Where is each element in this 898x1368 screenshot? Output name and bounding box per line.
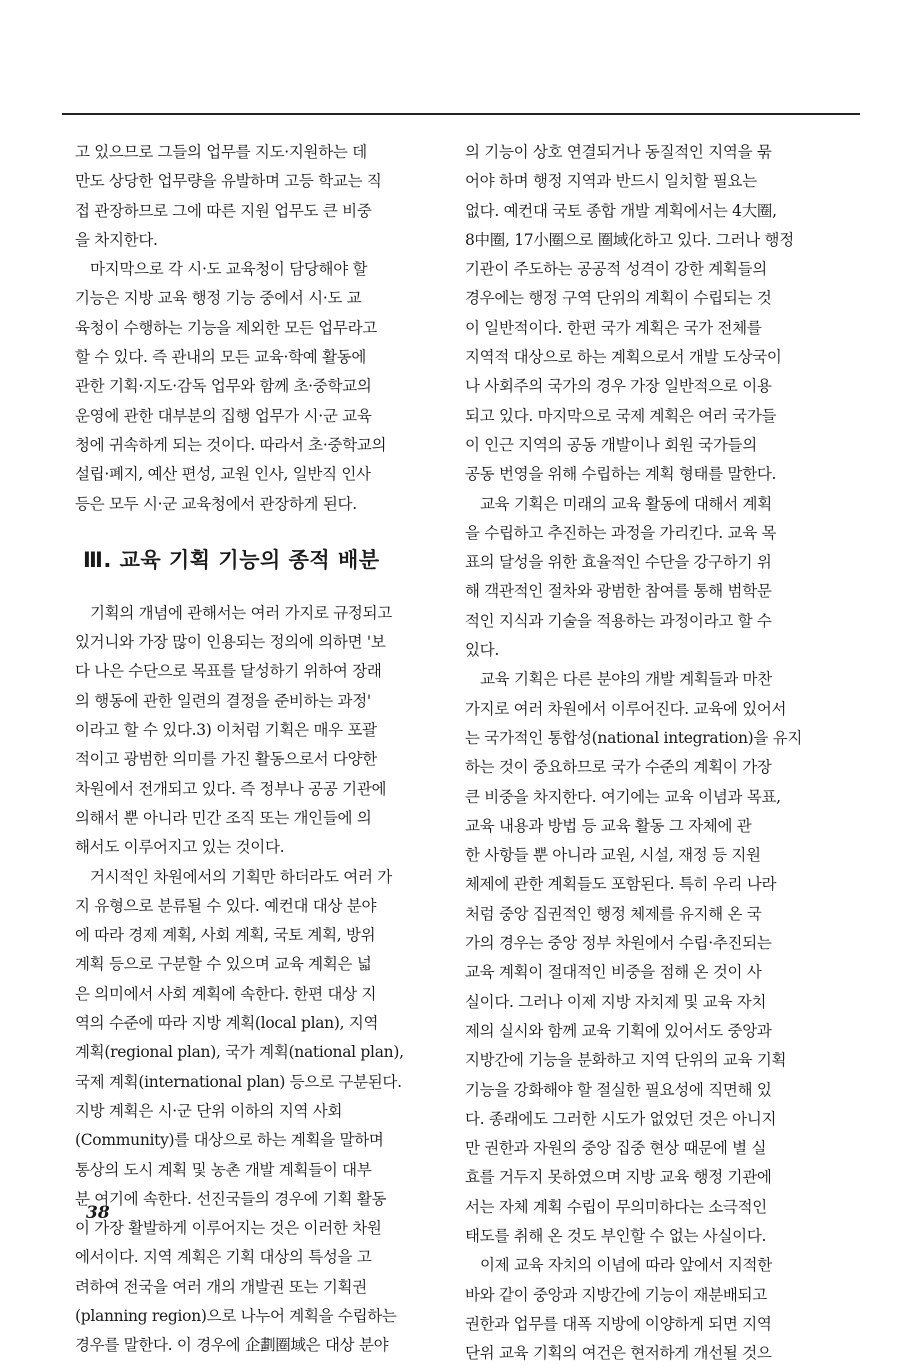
text-line: 교육 내용과 방법 등 교육 활동 그 자체에 관 <box>465 816 752 835</box>
text-line: 하는 것이 중요하므로 국가 수준의 계획이 가장 <box>465 758 772 777</box>
text-line: 운영에 관한 대부분의 집행 업무가 시·군 교육 <box>75 406 372 425</box>
text-line: 적인 지식과 기술을 적용하는 과정이라고 할 수 <box>465 611 772 630</box>
paragraph <box>75 599 423 863</box>
paragraph <box>465 490 813 666</box>
text-line: 고 있으므로 그들의 업무를 지도·지원하는 데 <box>75 143 367 161</box>
text-line: 관한 기획·지도·감독 업무와 함께 초·중학교의 <box>75 377 372 396</box>
text-line: 을 차지한다. <box>75 230 158 249</box>
text-line: 교육 기획은 다른 분야의 개발 계획들과 마찬 <box>480 670 772 689</box>
text-line: 등은 모두 시·군 교육청에서 관장하게 된다. <box>75 494 357 513</box>
text-line: 가의 경우는 중앙 정부 차원에서 수립·추진되는 <box>465 934 772 953</box>
text-line: 는 국가적인 통합성(national integration)을 유지 <box>465 728 803 747</box>
text-line: 제의 실시와 함께 교육 기획에 있어서도 중앙과 <box>465 1021 772 1040</box>
text-line: 한 사항들 뿐 아니라 교원, 시설, 재정 등 지원 <box>465 846 761 865</box>
text-line: 마지막으로 각 시·도 교육청이 담당해야 할 <box>90 260 368 279</box>
text-line: 어야 하며 행정 지역과 반드시 일치할 필요는 <box>465 172 757 191</box>
text-line: 기관이 주도하는 공공적 성격이 강한 계획들의 <box>465 260 767 279</box>
text-line: 은 의미에서 사회 계획에 속한다. 한편 대상 지 <box>75 984 377 1003</box>
text-line: 체제에 관한 계획들도 포함된다. 특히 우리 나라 <box>465 875 777 894</box>
text-line: 경우를 말한다. 이 경우에 企劃圈域은 대상 분야 <box>75 1336 389 1355</box>
text-line: 지방간에 기능을 분화하고 지역 단위의 교육 기획 <box>465 1051 787 1070</box>
text-line: 8中圈, 17小圈으로 圈域化하고 있다. 그러나 행정 <box>465 230 794 249</box>
text-line: 의 기능이 상호 연결되거나 동질적인 지역을 묶 <box>465 143 772 161</box>
text-line: 가지로 여러 차원에서 이루어진다. 교육에 있어서 <box>465 699 787 718</box>
text-line: 청에 귀속하게 되는 것이다. 따라서 초·중학교의 <box>75 435 387 454</box>
paragraph <box>465 1251 813 1368</box>
text-line: 국제 계획(international plan) 등으로 구분된다. <box>75 1072 402 1091</box>
text-line: 계획 등으로 구분할 수 있으며 교육 계획은 넓 <box>75 955 372 974</box>
text-line: 에 따라 경제 계획, 사회 계획, 국토 계획, 방위 <box>75 926 376 945</box>
text-line: 나 사회주의 국가의 경우 가장 일반적으로 이용 <box>465 377 772 396</box>
text-line: 권한과 업무를 대폭 지방에 이양하게 되면 지역 <box>465 1314 772 1333</box>
text-line: 다 나은 수단으로 목표를 달성하기 위하여 장래 <box>75 662 382 681</box>
section-heading: Ⅲ. 교육 기획 기능의 종적 배분 <box>83 547 380 572</box>
text-line: 공동 번영을 위해 수립하는 계획 형태를 말한다. <box>465 465 777 484</box>
right-column <box>465 138 813 1368</box>
text-line: 접 관장하므로 그에 따른 지원 업무도 큰 비중 <box>75 201 372 220</box>
text-line: 이라고 할 수 있다.3) 이처럼 기획은 매우 포괄 <box>75 721 377 740</box>
text-line: 에서이다. 지역 계획은 기획 대상의 특성을 고 <box>75 1248 372 1267</box>
text-line: 기능을 강화해야 할 절실한 필요성에 직면해 있 <box>465 1080 772 1099</box>
paragraph <box>75 255 423 519</box>
text-line: 을 수립하고 추진하는 과정을 가리킨다. 교육 목 <box>465 523 777 542</box>
text-line: 단위 교육 기획의 여건은 현저하게 개선될 것으 <box>465 1344 772 1363</box>
paragraph <box>75 138 423 255</box>
text-line: 기획의 개념에 관해서는 여러 가지로 규정되고 <box>90 603 392 622</box>
header-rule <box>62 113 860 115</box>
text-line: 되고 있다. 마지막으로 국제 계획은 여러 국가들 <box>465 406 777 425</box>
text-line: 의해서 뿐 아니라 민간 조직 또는 개인들에 의 <box>75 808 372 827</box>
text-line: 이 인근 지역의 공동 개발이나 회원 국가들의 <box>465 435 757 454</box>
text-line: 차원에서 전개되고 있다. 즉 정부나 공공 기관에 <box>75 779 387 798</box>
text-line: 거시적인 차원에서의 기획만 하더라도 여러 가 <box>90 867 392 886</box>
text-line: 설립·폐지, 예산 편성, 교원 인사, 일반직 인사 <box>75 465 371 484</box>
text-line: 이 가장 활발하게 이루어지는 것은 이러한 차원 <box>75 1219 382 1238</box>
text-line: (Community)를 대상으로 하는 계획을 말하며 <box>75 1131 384 1150</box>
paragraph <box>465 665 813 1251</box>
text-line: 할 수 있다. 즉 관내의 모든 교육·학예 활동에 <box>75 348 367 367</box>
text-line: 이 일반적이다. 한편 국가 계획은 국가 전체를 <box>465 318 762 337</box>
text-line: 처럼 중앙 집권적인 행정 체제를 유지해 온 국 <box>465 904 762 923</box>
text-line: 분 여기에 속한다. 선진국들의 경우에 기획 활동 <box>75 1189 387 1208</box>
text-line: 육청이 수행하는 기능을 제외한 모든 업무라고 <box>75 318 377 337</box>
text-line: 만 권한과 자원의 중앙 집중 현상 때문에 별 실 <box>465 1139 767 1158</box>
text-line: 지 유형으로 분류될 수 있다. 예컨대 대상 분야 <box>75 896 377 915</box>
text-line: 태도를 취해 온 것도 부인할 수 없는 사실이다. <box>465 1226 767 1245</box>
text-line: 있거니와 가장 많이 인용되는 정의에 의하면 '보 <box>75 633 386 652</box>
text-line: 만도 상당한 업무량을 유발하며 고등 학교는 직 <box>75 172 382 191</box>
text-line: (planning region)으로 나누어 계획을 수립하는 <box>75 1306 397 1325</box>
text-line: 이제 교육 자치의 이념에 따라 앞에서 지적한 <box>480 1256 772 1275</box>
text-line: 통상의 도시 계획 및 농촌 개발 계획들이 대부 <box>75 1160 372 1179</box>
text-line: 효를 거두지 못하였으며 지방 교육 행정 기관에 <box>465 1168 772 1187</box>
left-column <box>75 138 423 1361</box>
text-line: 교육 계획이 절대적인 비중을 점해 온 것이 사 <box>465 963 762 982</box>
text-line: 려하여 전국을 여러 개의 개발권 또는 기획권 <box>75 1277 367 1296</box>
text-line: 해서도 이루어지고 있는 것이다. <box>75 838 285 857</box>
text-line: 역의 수준에 따라 지방 계획(local plan), 지역 <box>75 1014 379 1033</box>
text-line: 없다. 예컨대 국토 종합 개발 계획에서는 4大圈, <box>465 201 777 220</box>
paragraph <box>75 863 423 1361</box>
text-line: 교육 기획은 미래의 교육 활동에 대해서 계획 <box>480 494 772 513</box>
text-line: 해 객관적인 절차와 광범한 참여를 통해 범학문 <box>465 582 772 601</box>
text-line: 지방 계획은 시·군 단위 이하의 지역 사회 <box>75 1101 343 1120</box>
text-line: 의 행동에 관한 일련의 결정을 준비하는 과정' <box>75 691 371 710</box>
text-line: 표의 달성을 위한 효율적인 수단을 강구하기 위 <box>465 553 772 572</box>
text-line: 서는 자체 계획 수립이 무의미하다는 소극적인 <box>465 1197 767 1216</box>
text-line: 지역적 대상으로 하는 계획으로서 개발 도상국이 <box>465 348 782 367</box>
text-line: 다. 종래에도 그러한 시도가 없었던 것은 아니지 <box>465 1109 777 1128</box>
text-line: 계획(regional plan), 국가 계획(national plan), <box>75 1043 404 1062</box>
text-line: 있다. <box>465 641 499 660</box>
text-line: 바와 같이 중앙과 지방간에 기능이 재분배되고 <box>465 1285 767 1304</box>
text-line: 실이다. 그러나 이제 지방 자치제 및 교육 자치 <box>465 992 767 1011</box>
page-number: 38 <box>86 1203 110 1223</box>
text-line: 적이고 광범한 의미를 가진 활동으로서 다양한 <box>75 750 377 769</box>
text-line: 큰 비중을 차지한다. 여기에는 교육 이념과 목표, <box>465 787 781 806</box>
paragraph <box>465 138 813 490</box>
text-line: 기능은 지방 교육 행정 기능 중에서 시·도 교 <box>75 289 362 308</box>
text-line: 경우에는 행정 구역 단위의 계획이 수립되는 것 <box>465 289 772 308</box>
